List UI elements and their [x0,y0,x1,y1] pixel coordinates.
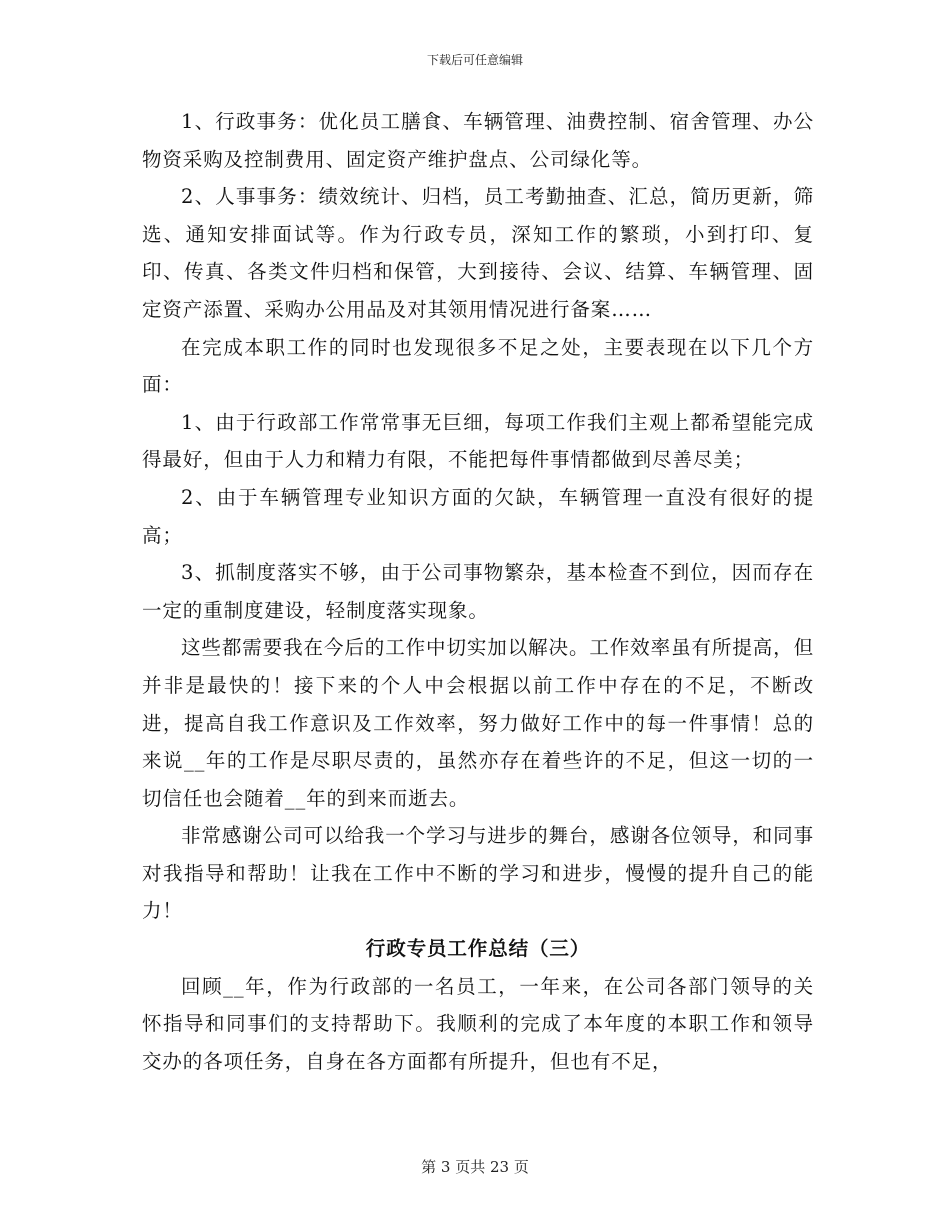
paragraph-administrative-affairs: 1、行政事务：优化员工膳食、车辆管理、油费控制、宿舍管理、办公物资采购及控制费用、固定资产维护盘点、公司绿化等。 [142,110,814,171]
document-body [142,103,814,1080]
paragraph-shortcoming-3: 3、抓制度落实不够，由于公司事物繁杂，基本检查不到位，因而存在一定的重制度建设，轻制度落实现象。 [142,561,814,622]
section-title: 行政专员工作总结（三） [365,937,591,961]
paragraph-shortcoming-2: 2、由于车辆管理专业知识方面的欠缺，车辆管理一直没有很好的提高； [142,485,814,547]
paragraph-improvement: 这些都需要我在今后的工作中切实加以解决。工作效率虽有所提高，但并非是最快的！接下来的个人中会根据以前工作中存在的不足，不断改进，提高自我工作意识及工作效率，努力做好工作中的每一件事情！总的来说__年的工作是尽职尽责的，虽然亦存在着些许的不足，但这一切的一切信任也会随着__年的到来而逝去。 [142,636,814,810]
paragraph-thanks: 非常感谢公司可以给我一个学习与进步的舞台，感谢各位领导，和同事对我指导和帮助！让我在工作中不断的学习和进步，慢慢的提升自己的能力！ [142,824,814,923]
paragraph-shortcoming-1: 1、由于行政部工作常常事无巨细，每项工作我们主观上都希望能完成得最好，但由于人力和精力有限，不能把每件事情都做到尽善尽美； [142,410,814,472]
paragraph-shortcomings-intro: 在完成本职工作的同时也发现很多不足之处，主要表现在以下几个方面： [142,335,814,397]
paragraph-personnel-affairs: 2、人事事务：绩效统计、归档，员工考勤抽查、汇总，简历更新，筛选、通知安排面试等。作为行政专员，深知工作的繁琐，小到打印、复印、传真、各类文件归档和保管，大到接待、会议、结算、车辆管理、固定资产添置、采购办公用品及对其领用情况进行备案…… [142,185,814,321]
page-footer: 第 3 页共 23 页 [421,1158,529,1176]
page-header: 下载后可任意编辑 [426,53,523,67]
paragraph-review: 回顾__年，作为行政部的一名员工，一年来，在公司各部门领导的关怀指导和同事们的支持帮助下。我顺利的完成了本年度的本职工作和领导交办的各项任务，自身在各方面都有所提升，但也有不足， [142,974,814,1073]
